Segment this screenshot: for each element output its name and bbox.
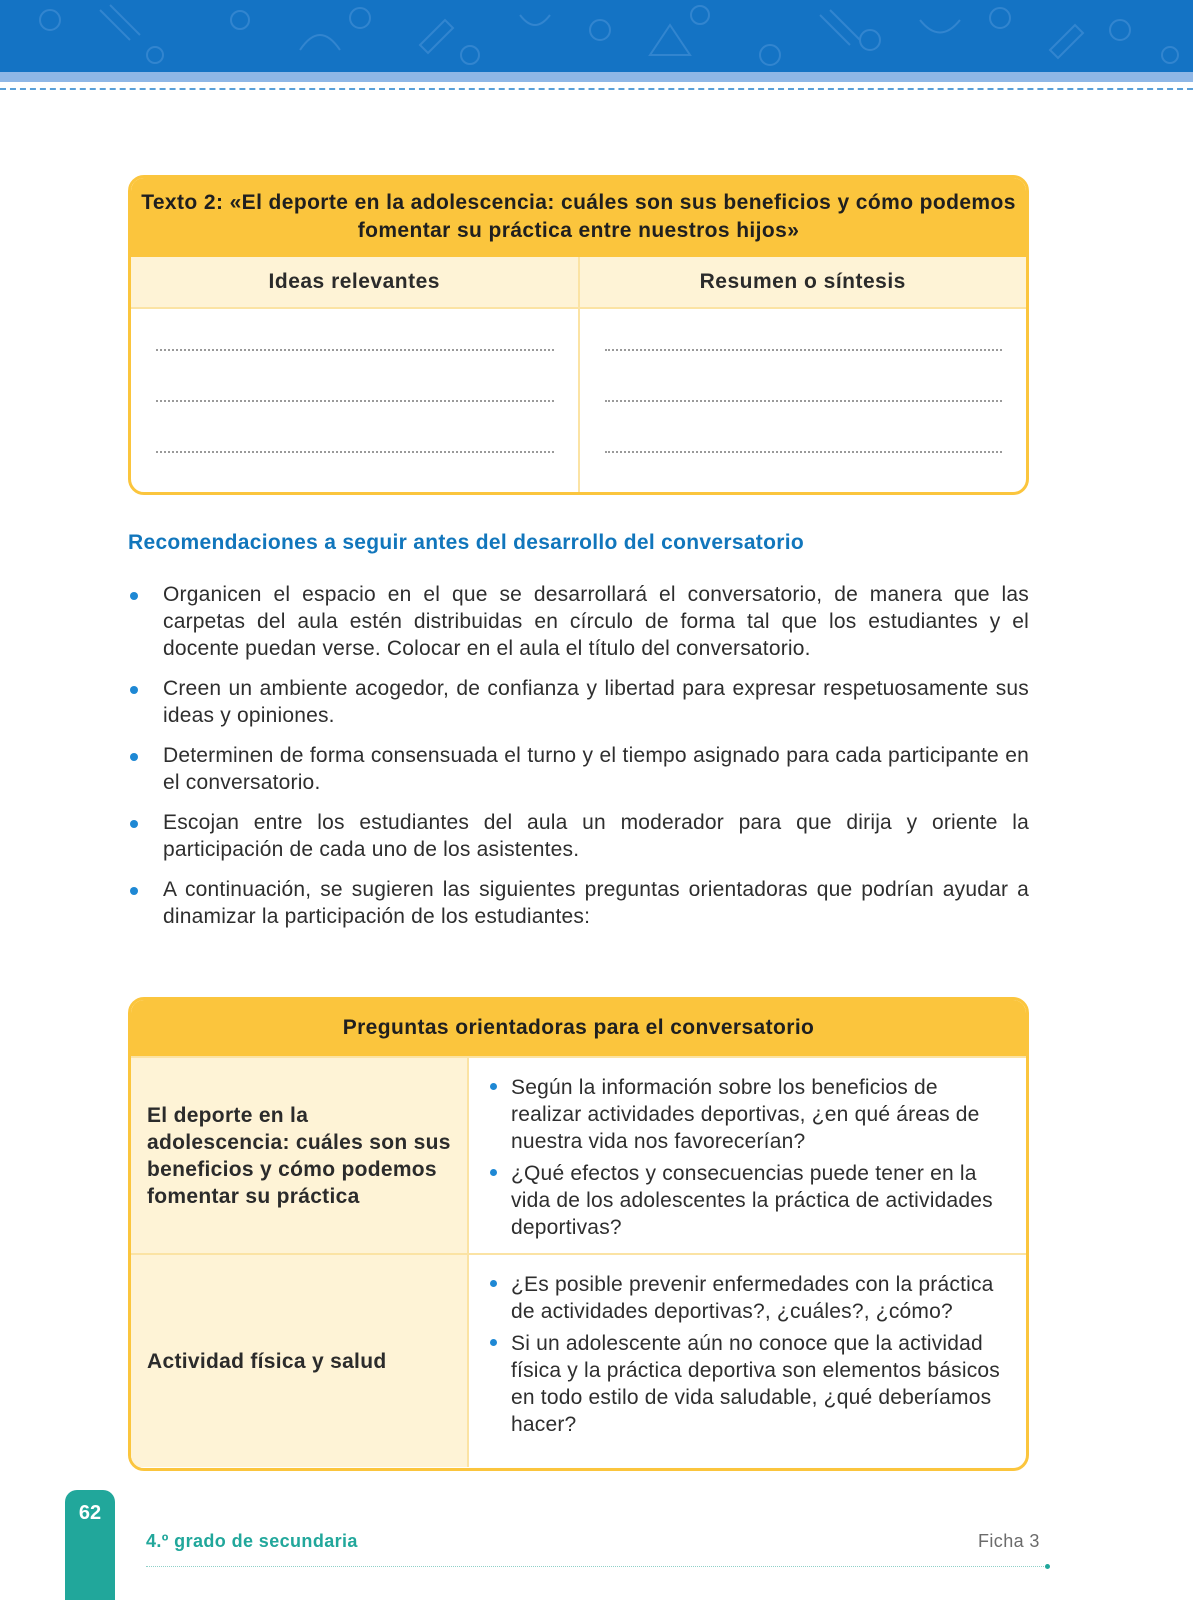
guiding-questions-table (128, 997, 1029, 1471)
bullet-icon (490, 1280, 497, 1287)
banner-doodles (0, 0, 1193, 72)
answer-line (605, 451, 1003, 495)
bullet-icon (130, 887, 138, 895)
questions-cell (467, 1255, 1026, 1467)
list-item (128, 581, 1029, 662)
ideas-answer-area[interactable] (131, 309, 578, 492)
table-header-row (131, 257, 1026, 309)
header-dashed-divider (0, 88, 1193, 90)
question-text: ¿Qué efectos y consecuencias puede tener en la vida de los adolescentes la práctica de actividades deportivas? (511, 1162, 993, 1239)
section-heading: Recomendaciones a seguir antes del desarrollo del conversatorio (128, 531, 804, 554)
bullet-icon (490, 1083, 497, 1090)
footer-dot (1045, 1564, 1050, 1569)
table-title: Preguntas orientadoras para el conversatorio (131, 1000, 1026, 1056)
topic-cell: Actividad física y salud (131, 1255, 467, 1467)
bullet-icon (130, 686, 138, 694)
list-item-text: Escojan entre los estudiantes del aula un moderador para que dirija y oriente la participación de cada uno de los asistentes. (163, 811, 1029, 861)
header-stripe (0, 72, 1193, 82)
question-text: Si un adolescente aún no conoce que la actividad física y la práctica deportiva son elementos básicos en todo estilo de vida saludable, ¿qué deberíamos hacer? (511, 1332, 1000, 1436)
list-item-text: A continuación, se sugieren las siguientes preguntas orientadoras que podrían ayudar a dinamizar la participación de los estudiantes: (163, 878, 1029, 928)
list-item (128, 809, 1029, 863)
question-item (489, 1330, 1006, 1438)
header-banner (0, 0, 1193, 72)
bullet-icon (490, 1169, 497, 1176)
table-body (131, 309, 1026, 492)
list-item (128, 876, 1029, 930)
list-item (128, 742, 1029, 796)
questions-cell (467, 1058, 1026, 1253)
list-item (128, 675, 1029, 729)
question-item (489, 1271, 1006, 1325)
answer-line (605, 400, 1003, 451)
question-item (489, 1074, 1006, 1155)
page-number-tab (65, 1490, 115, 1600)
question-text: Según la información sobre los beneficios de realizar actividades deportivas, ¿en qué áreas de nuestra vida nos favorecerían? (511, 1076, 980, 1153)
bullet-icon (490, 1339, 497, 1346)
text2-analysis-table (128, 175, 1029, 495)
column-header-ideas: Ideas relevantes (268, 270, 440, 293)
bullet-icon (130, 820, 138, 828)
bullet-icon (130, 592, 138, 600)
page-number: 62 (78, 1502, 102, 1524)
list-item-text: Creen un ambiente acogedor, de confianza y libertad para expresar respetuosamente sus ideas y opiniones. (163, 677, 1029, 727)
question-text: ¿Es posible prevenir enfermedades con la práctica de actividades deportivas?, ¿cuáles?, ¿cómo? (511, 1273, 994, 1323)
column-header-summary: Resumen o síntesis (578, 257, 1027, 307)
answer-line (605, 349, 1003, 400)
list-item-text: Organicen el espacio en el que se desarrollará el conversatorio, de manera que las carpetas del aula estén distribuidas en círculo de forma tal que los estudiantes y el docente puedan verse. Colocar en el aula el título del conversatorio. (163, 583, 1029, 660)
topic-cell: El deporte en la adolescencia: cuáles son sus beneficios y cómo podemos fomentar su práctica (131, 1058, 467, 1253)
table-row (131, 1253, 1026, 1467)
table-row (131, 1056, 1026, 1253)
list-item-text: Determinen de forma consensuada el turno y el tiempo asignado para cada participante en el conversatorio. (163, 744, 1029, 794)
answer-line (156, 349, 554, 400)
footer-divider (146, 1566, 1046, 1567)
answer-line (156, 451, 554, 495)
recommendations-list (128, 581, 1029, 943)
question-item (489, 1160, 1006, 1241)
table-title: Texto 2: «El deporte en la adolescencia: cuáles son sus beneficios y cómo podemos fomentar su práctica entre nuestros hijos» (131, 178, 1026, 257)
summary-answer-area[interactable] (578, 309, 1027, 492)
grade-label: 4.º grado de secundaria (146, 1531, 358, 1551)
bullet-icon (130, 753, 138, 761)
ficha-label: Ficha 3 (978, 1531, 1040, 1551)
answer-line (156, 400, 554, 451)
